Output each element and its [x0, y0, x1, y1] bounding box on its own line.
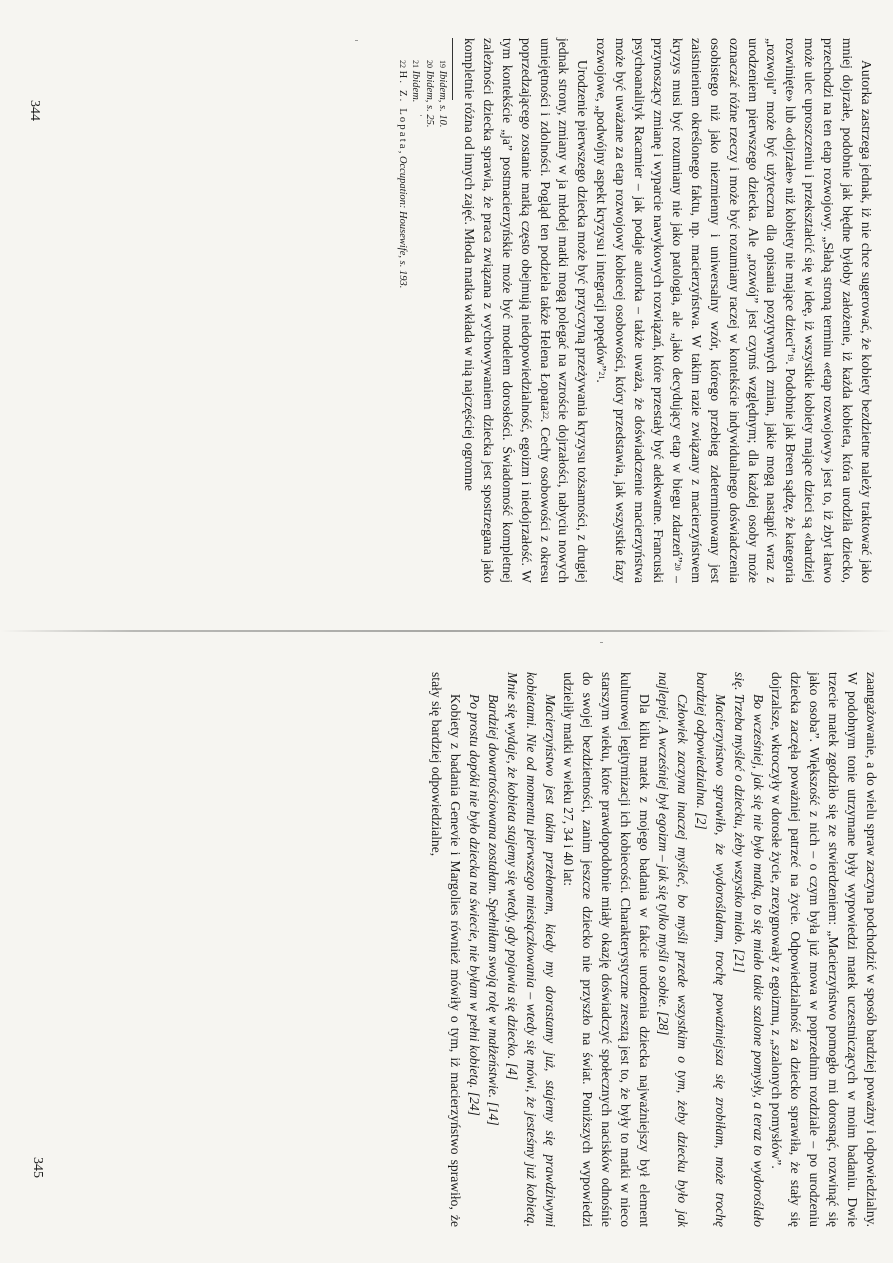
footnotes — [395, 38, 449, 583]
page-number: 345 — [30, 1157, 45, 1178]
text-run: Urodzenie pierwszego dziecka może być przyczyną przeżywania kryzysu tożsamości, z drugiej jednak strony, zmiany w ja młodej matki mogą polegać na wzroście dojrzałości, nabyciu nowych umiejętności i zdolności. Pogląd ten podziela także Helena Łopata — [537, 38, 591, 583]
right-page-body — [426, 672, 880, 1227]
footnote-number: 21 — [411, 60, 421, 68]
paragraph-1: zaangażowanie, a do wielu spraw zaczyna podchodzić w sposób bardziej poważny i odpowiedzialny. W podobnym tonie utrzymane były wypowiedzi matek uczestniczących w moim badaniu. Dwie trzecie matek zgodziło się ze stwierdzeniem: „Macierzyństwo pomogło mi dorosnąć, rozwinąć się jako osoba”. Większość z nich – o czym była już mowa w poprzednim rozdziale – po urodzeniu dziecka zaczęła poważniej patrzeć na życie. Odpowiedzialność za dziecko sprawiła, że stały się dojrzalsze, wkroczyły w dorosłe życie, zrezygnowały z egoizmu, z „szalonych pomysłów”. — [769, 672, 879, 1227]
quote-4: Macierzyństwo jest takim przełomem, kiedy my dorastamy już, stajemy się prawdziwymi kobietami. Nie od momentu pierwszego miesiączkowania – wtedy się mówi, że jesteśmy już kobietą. Mnie się wydaje, że kobieta stajemy się wtedy, gdy pojawia się dziecko. [4] — [504, 672, 558, 1227]
footnote-22 — [395, 38, 409, 583]
text-run: . Podobnie jak Breen sądzę, że kategoria „rozwoju” może być użyteczna dla opisania pozytywnych zmian, jakie mogą nastąpić wraz z urodzeniem pierwszego dziecka. Ale „rozwój” jest czymś względnym; dla każdej osoby może oznaczać różne rzeczy i może być rozumiany raczej w kontekście indywidualnego doświadczenia osobistego niż jako niezmienny i uniwersalny wzór, którego przebieg zdeterminowany jest zaistnieniem określonego faktu, np. macierzyństwa. W takim razie związany z macierzyństwem kryzys musi być rozumiany nie jako patologia, ale „jako decydujący etap w biegu zdarzeń” — [669, 38, 799, 583]
footnote-text: Ibidem. — [410, 70, 422, 103]
page-number: 344 — [27, 100, 42, 121]
text-run: – przynoszący zmianę i wyparcie nawykowych rozwiązań, które przestały być adekwatne. Francuski psychoanalityk Racamier – jak podaje autorka – także uważa, że doświadczenie macierzyństwa może być uważane za etap rozwojowy kobiecej osobowości, który przedstawia, jak wszystkie fazy rozwojowe, „podwójny aspekt kryzysu i integracji popędów” — [594, 38, 685, 583]
paragraph-2: Dla kilku matek z mojego badania w fakcie urodzenia dziecka najważniejszy był element kulturowej legitymizacji ich kobiecości. Charakterystyczne zresztą jest to, że były to matki w nieco starszym wieku, które prawdopodobnie miały okazję doświadczyć społecznych nacisków odnośnie do swojej bezdzietności, zanim jeszcze dziecko nie przyszło na świat. Poniższych wypowiedzi udzieliły matki w wieku 27, 34 i 40 lat: — [561, 672, 653, 1227]
footnote-marker: 20 — [672, 562, 682, 571]
footnote-text: , Occupation: Housewife, s. 193. — [396, 150, 408, 289]
footnote-text: Ibidem, s. 25. — [423, 70, 435, 128]
footnote-number: 20 — [424, 60, 434, 68]
paragraph-2 — [459, 38, 591, 583]
right-page-content — [80, 672, 880, 1227]
text-run: . Cechy osobowości z okresu poprzedzającego zostanie matką często obejmują niedopowiedzialność, egoizm i niedojrzałość. W tym kontekście „ja” postmacierzyńskie może być modelem dorosłości. Świadomość kompletnej zależności dziecka sprawia, że praca związana z wychowywaniem dziecka jest spostrzegana jako kompletnie różna od innych zajęć. Młoda matka wkłada w nią najczęściej ogromne — [461, 38, 553, 583]
paragraph-3: Kobiety z badania Genevie i Margolies również mówiły o tym, iż macierzyństwo sprawiło, że stały się bardziej odpowiedzialne, — [429, 672, 464, 1227]
footnote-marker: 21 — [597, 371, 607, 380]
text-run: Autorka zastrzega jednak, iż nie chce sugerować, że kobiety bezdzietne należy traktować jako mniej dojrzałe, podobnie jak błędne byłoby założenie, iż każda kobieta, która urodziła dziecko, przechodzi na ten etap rozwojowy. „Słabą stroną terminu «etap rozwojowy» jest to, iż zbyt łatwo może ulec uproszczeniu i przekształcić się w ideę, iż wszystkie kobiety mające dzieci są «bardziej rozwinięte» lub «dojrzałe» niż kobiety nie mające dzieci” — [783, 38, 874, 583]
footnote-text: Ibidem, s. 10. — [437, 70, 449, 128]
quote-6: Po prostu dopóki nie było dziecka na świecie, nie byłam w pełni kobietą. [24] — [466, 694, 482, 1116]
right-page — [0, 632, 893, 1263]
quote-2: Macierzyństwo sprawiło, że wydoroślałam, trochę poważniejsza się zrobiłam, może trochę bardziej odpowiedzialna. [2] — [693, 672, 728, 1227]
footnote-marker: 19 — [786, 353, 796, 362]
paragraph-1 — [591, 38, 875, 583]
footnote-number: 19 — [438, 60, 448, 68]
scan-speck — [355, 40, 358, 41]
footnote-19 — [436, 38, 450, 583]
footnote-marker: 22 — [540, 410, 550, 419]
scan-speck — [420, 115, 422, 116]
footnote-21 — [409, 38, 423, 583]
footnote-rule — [452, 38, 453, 100]
left-page-body — [459, 38, 875, 583]
quote-3: Człowiek zaczyna inaczej myśleć, bo myśli przede wszystkim o tym, żeby dziecku było jak najlepiej. A wcześniej był egoizm – jak się tylko myśli o sobie. [28] — [656, 672, 690, 1227]
scan-speck — [600, 642, 603, 643]
left-page — [0, 0, 893, 631]
footnote-number: 22 — [397, 60, 407, 68]
left-page-content — [75, 38, 875, 583]
text-run: . — [594, 379, 610, 383]
quote-1: Bo wcześniej, jak się nie było matką, to się miało takie szalone pomysły, a teraz to wydoroślało się. Trzeba myśleć o dziecku, żeby wszystko miało. [21] — [731, 672, 766, 1227]
footnote-20 — [422, 38, 436, 583]
quote-5: Bardziej dowartościowana zostałam. Spełniłam swoją rolę w małżeństwie. [14] — [485, 694, 501, 1126]
footnote-author: H. Z. Lopata — [396, 70, 408, 151]
